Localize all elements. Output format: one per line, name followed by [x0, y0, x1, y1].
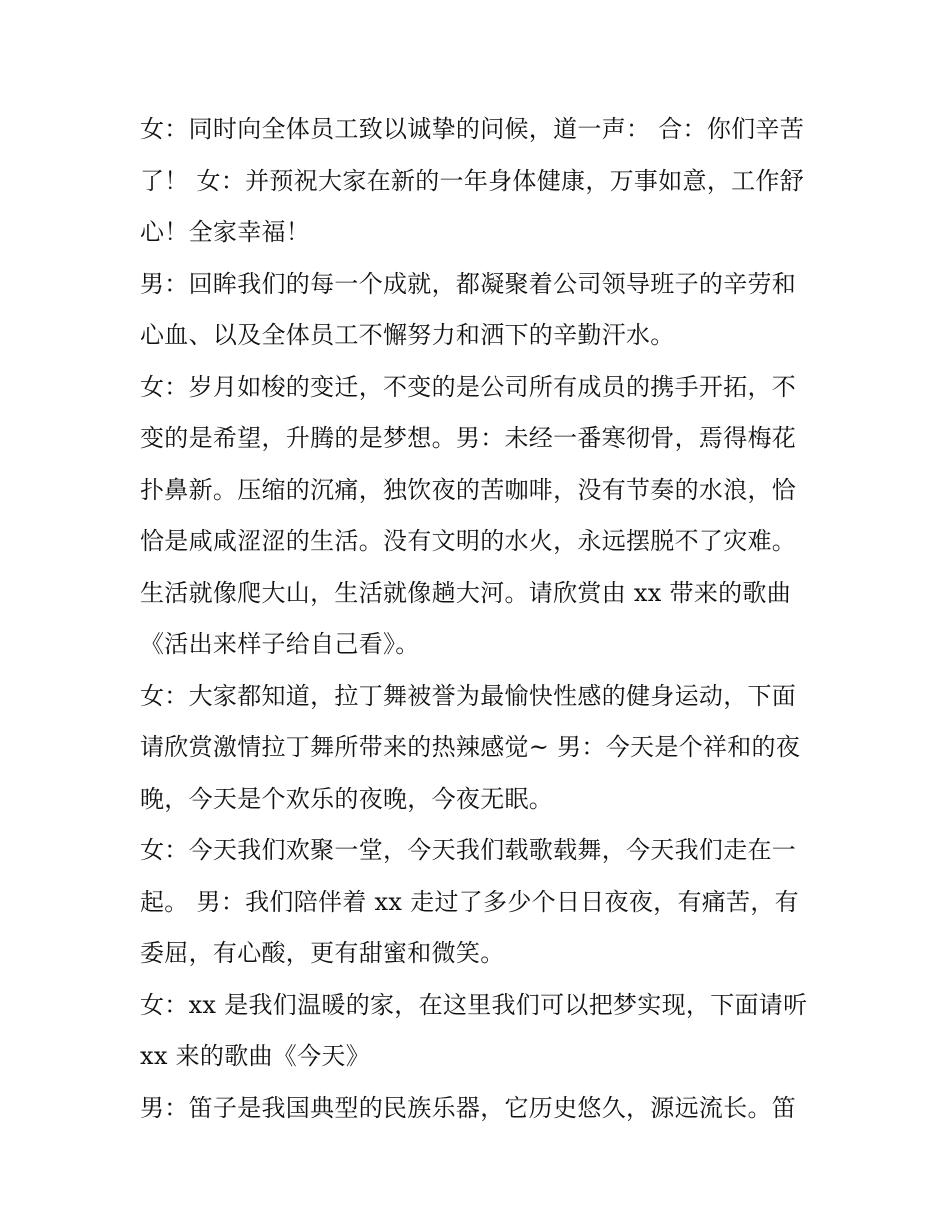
document-body — [140, 104, 815, 1134]
paragraph-6: 女：xx 是我们温暖的家，在这里我们可以把梦实现，下面请听 xx 来的歌曲《今天》 — [140, 990, 816, 1070]
paragraph-5: 女：今天我们欢聚一堂，今天我们载歌载舞，今天我们走在一起。 男：我们陪伴着 xx 走过了多少个日日夜夜，有痛苦，有委屈，有心酸，更有甜蜜和微笑。 — [140, 836, 799, 967]
paragraph-1: 女：同时向全体员工致以诚挚的问候，道一声： 合：你们辛苦了！ 女：并预祝大家在新的一年身体健康，万事如意，工作舒心！全家幸福！ — [140, 115, 805, 246]
paragraph-2: 男：回眸我们的每一个成就，都凝聚着公司领导班子的辛劳和心血、以及全体员工不懈努力和洒下的辛勤汗水。 — [140, 269, 797, 349]
paragraph-7: 男：笛子是我国典型的民族乐器，它历史悠久，源远流长。笛 — [140, 1093, 797, 1122]
paragraph-4: 女：大家都知道，拉丁舞被誉为最愉快性感的健身运动，下面请欣赏激情拉丁舞所带来的热辣感觉~ 男：今天是个祥和的夜晚，今天是个欢乐的夜晚，今夜无眠。 — [140, 681, 801, 813]
paragraph-3: 女：岁月如梭的变迁，不变的是公司所有成员的携手开拓，不变的是希望，升腾的是梦想。男：未经一番寒彻骨，焉得梅花扑鼻新。压缩的沉痛，独饮夜的苦咖啡，没有节奏的水浪，恰恰是咸咸涩涩的生活。没有文明的水火，永远摆脱不了灾难。生活就像爬大山，生活就像趟大河。请欣赏由 xx 带来的歌曲《活出来样子给自己看》。 — [140, 372, 797, 658]
